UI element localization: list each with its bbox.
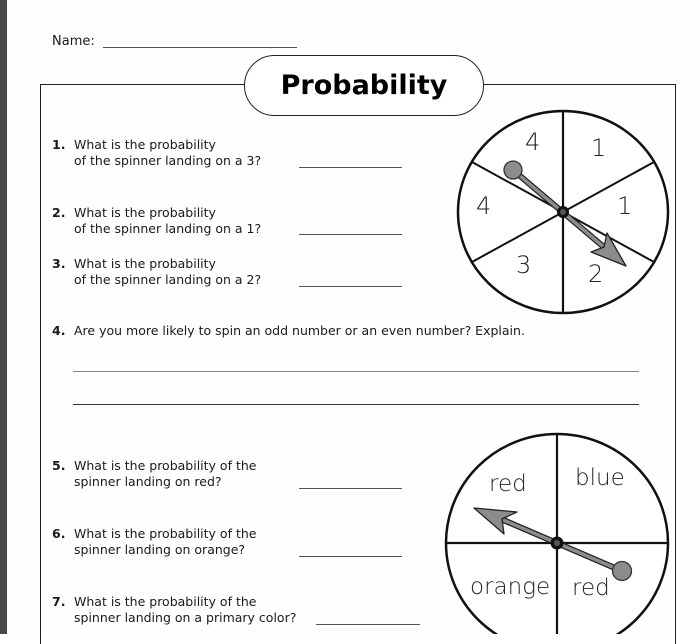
- question-text-line1: What is the probability: [74, 256, 216, 271]
- question-text: Are you more likely to spin an odd number or an even number? Explain.: [74, 323, 525, 338]
- color-spinner: [446, 434, 668, 634]
- question-number: 5.: [52, 458, 66, 473]
- question-text-line2: of the spinner landing on a 3?: [74, 153, 262, 168]
- title-text: Probability: [280, 70, 448, 101]
- question-text-line1: What is the probability: [74, 205, 216, 220]
- question-text-line1: What is the probability of the: [74, 594, 257, 609]
- name-label: Name:: [52, 34, 95, 49]
- question-text-line2: of the spinner landing on a 2?: [74, 272, 262, 287]
- question-text-line1: What is the probability of the: [74, 458, 257, 473]
- spinner1-section-top-right: 1: [591, 134, 607, 162]
- question-text-line1: What is the probability of the: [74, 526, 257, 541]
- spinner1-section-right: 1: [617, 192, 633, 220]
- question-text-line2: of the spinner landing on a 1?: [74, 221, 262, 236]
- spinner1-section-bottom-left: 3: [516, 251, 532, 279]
- question-text-line2: spinner landing on red?: [74, 474, 222, 489]
- spinner1-section-left: 4: [476, 192, 492, 220]
- question-number: 2.: [52, 205, 66, 220]
- question-number: 6.: [52, 526, 66, 541]
- spinner2-section-top-right: blue: [575, 465, 625, 491]
- spinner2-section-bottom-right: red: [572, 575, 610, 601]
- question-number: 4.: [52, 323, 66, 338]
- question-number: 3.: [52, 256, 66, 271]
- question-text-line2: spinner landing on orange?: [74, 542, 246, 557]
- spinner1-section-bottom-right: 2: [588, 260, 604, 288]
- spinner2-section-bottom-left: orange: [470, 574, 551, 600]
- question-number: 7.: [52, 594, 66, 609]
- question-number: 1.: [52, 137, 66, 152]
- question-text-line1: What is the probability: [74, 137, 216, 152]
- question-text-line2: spinner landing on a primary color?: [74, 610, 297, 625]
- spinner1-section-top-left: 4: [525, 128, 541, 156]
- spinner2-section-top-left: red: [489, 471, 527, 497]
